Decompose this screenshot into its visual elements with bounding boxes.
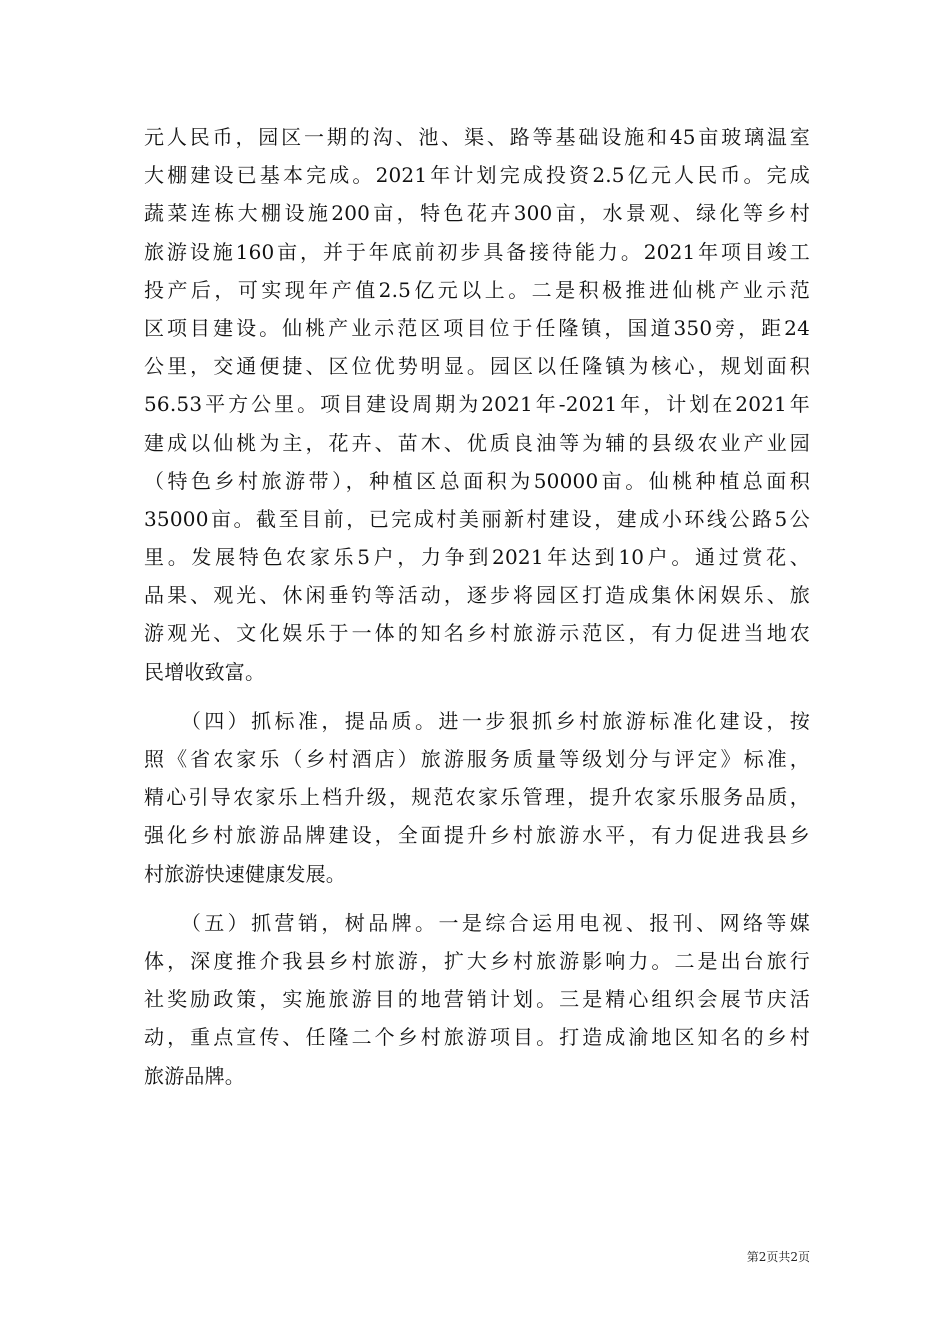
text-line: 元人民币，园区一期的沟、池、渠、路等基础设施和45亩玻璃温室 xyxy=(144,125,810,149)
text-line: 35000亩。截至目前，已完成村美丽新村建设，建成小环线公路5公 xyxy=(144,506,810,531)
text-line: 品果、观光、休闲垂钓等活动，逐步将园区打造成集休闲娱乐、旅 xyxy=(144,583,810,608)
text-line: 56.53平方公里。项目建设周期为2021年-2021年，计划在2021年 xyxy=(144,392,810,417)
text-line: 村旅游快速健康发展。 xyxy=(144,861,346,886)
text-line: 投产后，可实现年产值2.5亿元以上。二是积极推进仙桃产业示范 xyxy=(144,277,810,302)
text-line: 强化乡村旅游品牌建设，全面提升乡村旅游水平，有力促进我县乡 xyxy=(144,823,810,848)
text-line: 动，重点宣传、任隆二个乡村旅游项目。打造成渝地区知名的乡村 xyxy=(144,1025,810,1050)
text-line: 民增收致富。 xyxy=(144,659,266,684)
text-line: 旅游设施160亩，并于年底前初步具备接待能力。2021年项目竣工 xyxy=(144,239,810,264)
text-line: 大棚建设已基本完成。2021年计划完成投资2.5亿元人民币。完成 xyxy=(144,163,810,188)
paragraph-project-description xyxy=(144,118,810,691)
text-line: 社奖励政策，实施旅游目的地营销计划。三是精心组织会展节庆活 xyxy=(144,987,810,1012)
text-line: 蔬菜连栋大棚设施200亩，特色花卉300亩，水景观、绿化等乡村 xyxy=(144,201,810,226)
text-line: 精心引导农家乐上档升级，规范农家乐管理，提升农家乐服务品质， xyxy=(144,785,810,810)
text-line: （四）抓标准，提品质。进一步狠抓乡村旅游标准化建设，按 xyxy=(144,708,810,733)
text-line: （五）抓营销，树品牌。一是综合运用电视、报刊、网络等媒 xyxy=(144,910,810,935)
text-line: 公里，交通便捷、区位优势明显。园区以任隆镇为核心，规划面积 xyxy=(144,354,810,379)
paragraph-standards xyxy=(144,702,810,893)
text-line: 里。发展特色农家乐5户，力争到2021年达到10户。通过赏花、 xyxy=(144,545,810,570)
text-line: 体，深度推介我县乡村旅游，扩大乡村旅游影响力。二是出台旅行 xyxy=(144,948,810,973)
document-body xyxy=(144,118,810,1095)
page-number-footer: 第2页共2页 xyxy=(746,1250,810,1264)
paragraph-marketing xyxy=(144,904,810,1095)
text-line: （特色乡村旅游带），种植区总面积为50000亩。仙桃种植总面积 xyxy=(144,468,810,493)
text-line: 建成以仙桃为主，花卉、苗木、优质良油等为辅的县级农业产业园 xyxy=(144,430,810,455)
text-line: 游观光、文化娱乐于一体的知名乡村旅游示范区，有力促进当地农 xyxy=(144,621,810,646)
text-line: 旅游品牌。 xyxy=(144,1063,245,1088)
text-line: 照《省农家乐（乡村酒店）旅游服务质量等级划分与评定》标准， xyxy=(144,747,810,771)
text-line: 区项目建设。仙桃产业示范区项目位于任隆镇，国道350旁，距24 xyxy=(144,315,810,340)
